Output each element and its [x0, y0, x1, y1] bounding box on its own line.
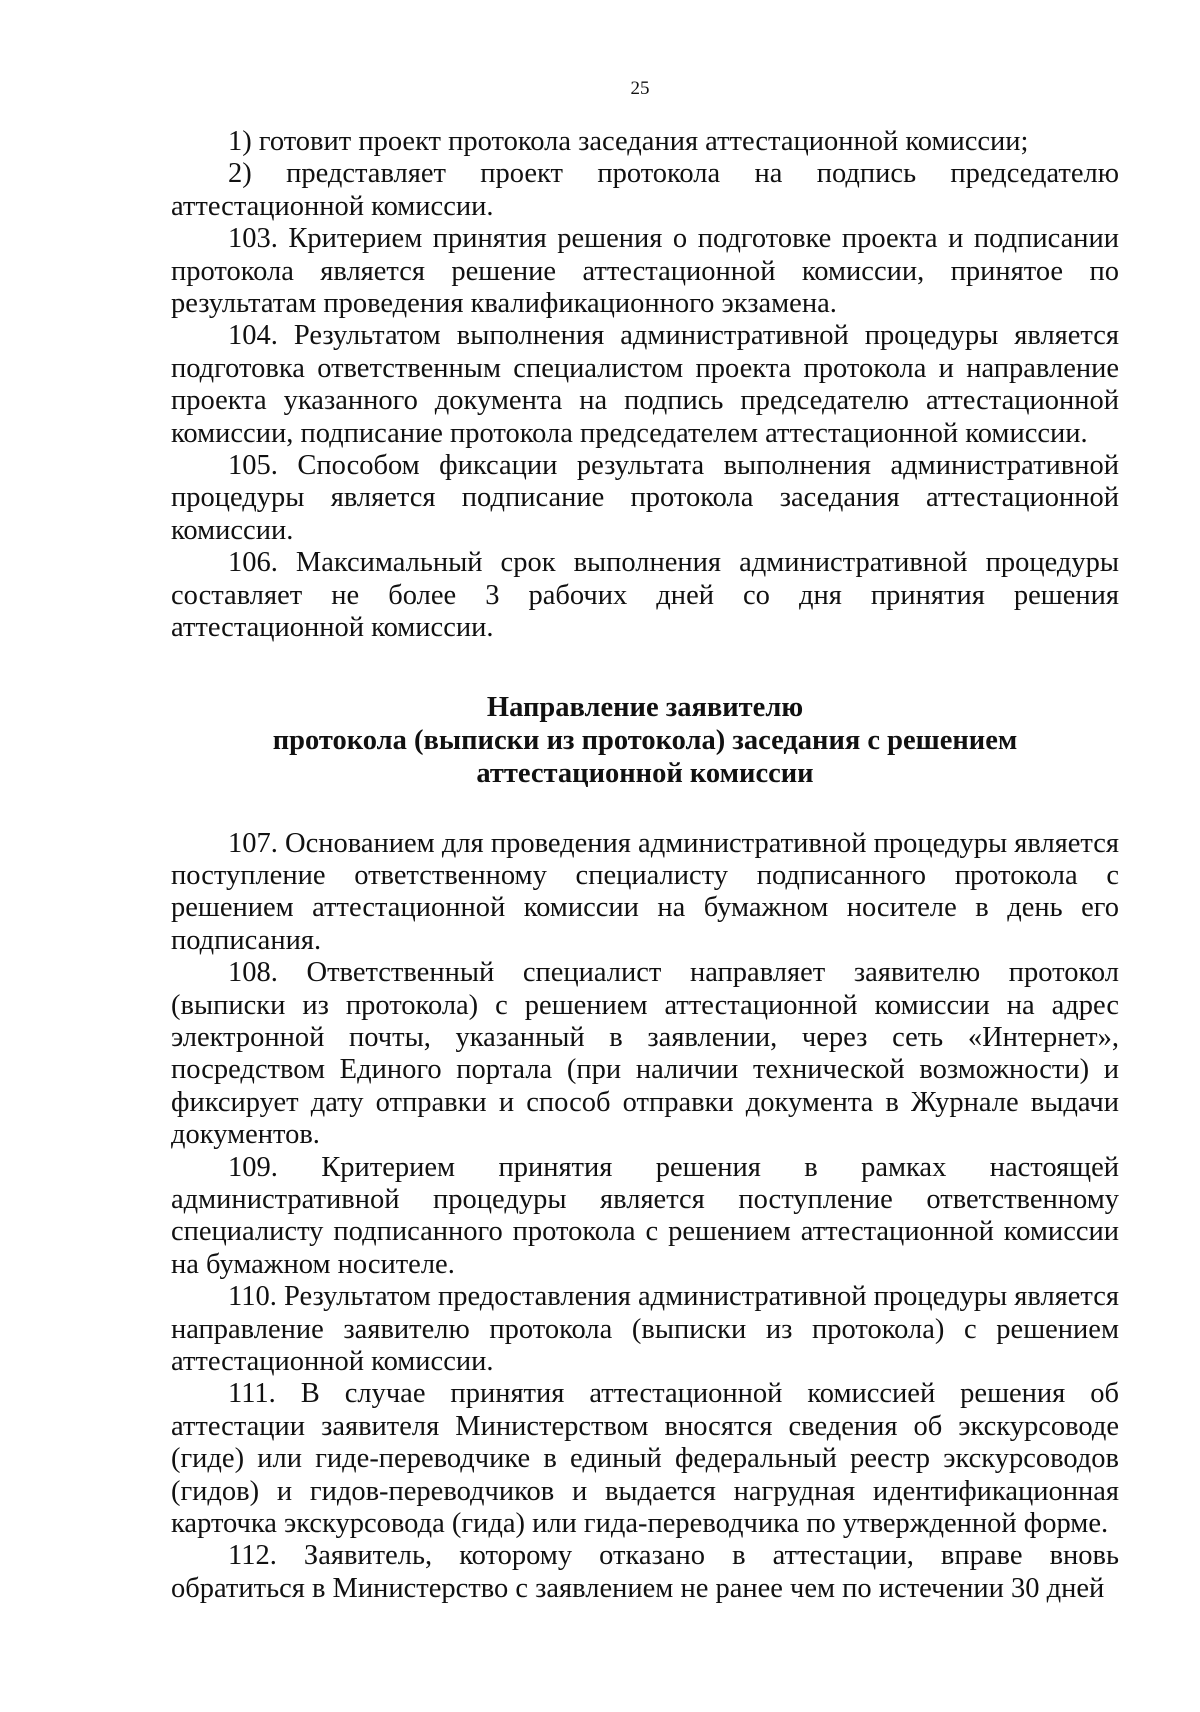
paragraph-110: 110. Результатом предоставления административной процедуры является направление заявителю протокола (выписки из протокола) с решением аттестационной комиссии.: [171, 1281, 1119, 1377]
paragraph-107: 107. Основанием для проведения административной процедуры является поступление ответственному специалисту подписанного протокола с решением аттестационной комиссии на бумажном носителе в день его подписания.: [171, 827, 1119, 956]
paragraph-112: 112. Заявитель, которому отказано в аттестации, вправе вновь обратиться в Министерство с заявлением не ранее чем по истечении 30 дней: [171, 1540, 1119, 1604]
section-heading-line-3: аттестационной комиссии: [476, 757, 814, 789]
paragraph-108: 108. Ответственный специалист направляет заявителю протокол (выписки из протокола) с решением аттестационной комиссии на адрес электронной почты, указанный в заявлении, через сеть «Интернет», посредством Единого портала (при наличии технической возможности) и фиксирует дату отправки и способ отправки документа в Журнале выдачи документов.: [171, 957, 1119, 1151]
paragraph-103: 103. Критерием принятия решения о подготовке проекта и подписании протокола является решение аттестационной комиссии, принятое по результатам проведения квалификационного экзамена.: [171, 223, 1119, 320]
section-heading: [171, 691, 1119, 790]
paragraph-104: 104. Результатом выполнения административной процедуры является подготовка ответственным специалистом проекта протокола и направление проекта указанного документа на подпись председателю аттестационной комиссии, подписание протокола председателем аттестационной комиссии.: [171, 320, 1119, 449]
paragraph-106: 106. Максимальный срок выполнения административной процедуры составляет не более 3 рабочих дней со дня принятия решения аттестационной комиссии.: [171, 547, 1119, 644]
document-body: [171, 126, 1119, 1605]
paragraph-111: 111. В случае принятия аттестационной комиссией решения об аттестации заявителя Министерством вносятся сведения об экскурсоводе (гиде) или гиде-переводчике в единый федеральный реестр экскурсоводов (гидов) и гидов-переводчиков и выдается нагрудная идентификационная карточка экскурсовода (гида) или гида-переводчика по утвержденной форме.: [171, 1378, 1119, 1540]
paragraph-item-2: 2) представляет проект протокола на подпись председателю аттестационной комиссии.: [171, 158, 1119, 222]
paragraph-109: 109. Критерием принятия решения в рамках настоящей административной процедуры является поступление ответственному специалисту подписанного протокола с решением аттестационной комиссии на бумажном носителе.: [171, 1151, 1119, 1280]
paragraph-item-1: 1) готовит проект протокола заседания аттестационной комиссии;: [228, 126, 1029, 157]
paragraph-105: 105. Способом фиксации результата выполнения административной процедуры является подписание протокола заседания аттестационной комиссии.: [171, 450, 1119, 546]
section-heading-line-2: протокола (выписки из протокола) заседания с решением: [272, 724, 1018, 756]
page-number: 25: [630, 78, 650, 99]
section-heading-line-1: Направление заявителю: [486, 691, 804, 723]
